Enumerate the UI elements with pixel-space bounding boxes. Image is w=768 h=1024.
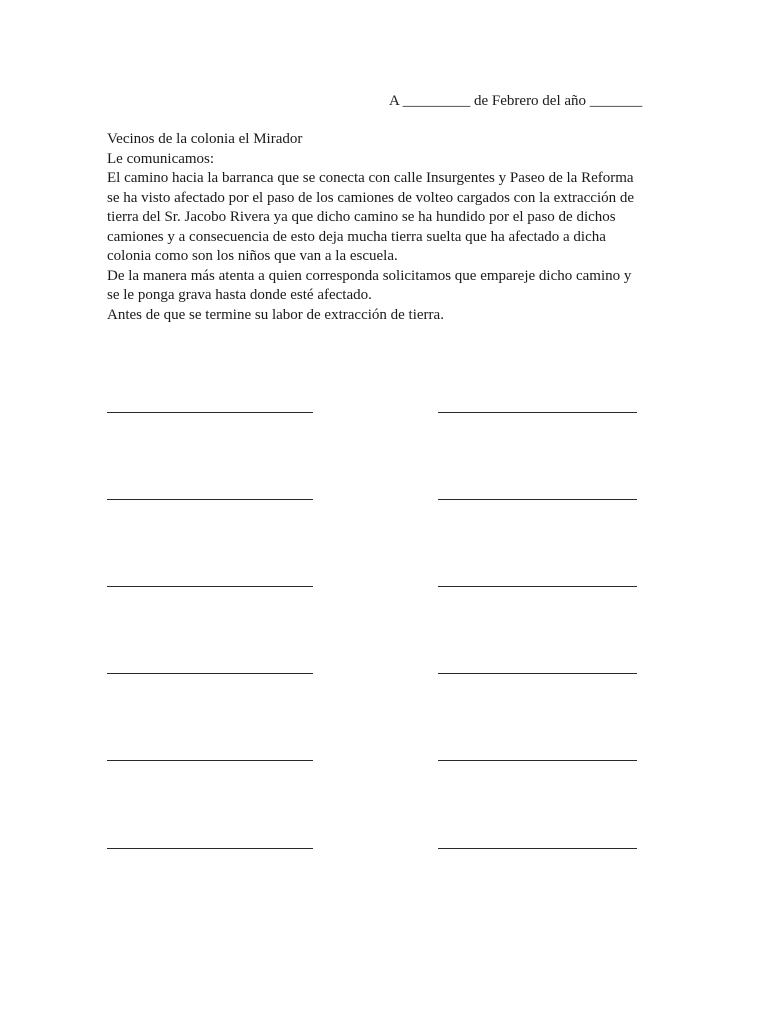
signature-line bbox=[107, 499, 313, 500]
paragraph-request: De la manera más atenta a quien corresponda solicitamos que empareje dicho camino y se le ponga grava hasta donde esté afectado. bbox=[107, 267, 632, 303]
letter-body bbox=[107, 130, 647, 325]
signature-row bbox=[107, 499, 637, 501]
signature-line bbox=[107, 673, 313, 674]
signature-row bbox=[107, 673, 637, 675]
signature-line bbox=[438, 760, 637, 761]
signature-row bbox=[107, 848, 637, 850]
date-line: A _________ de Febrero del año _______ bbox=[389, 93, 643, 109]
signature-line bbox=[438, 848, 637, 849]
signature-row bbox=[107, 586, 637, 588]
signature-line bbox=[438, 586, 637, 587]
paragraph-complaint: El camino hacia la barranca que se conecta con calle Insurgentes y Paseo de la Reforma se ha visto afectado por el paso de los camiones de volteo cargados con la extracción de tierra del Sr. Jacobo Rivera ya que dicho camino se ha hundido por el paso de dichos camiones y a consecuencia de esto deja mucha tierra suelta que ha afectado a dicha colonia como son los niños que van a la escuela. bbox=[107, 170, 635, 264]
signature-row bbox=[107, 760, 637, 762]
signature-line bbox=[438, 499, 637, 500]
signature-line bbox=[438, 412, 637, 413]
recipient-line: Vecinos de la colonia el Mirador bbox=[107, 131, 303, 147]
signature-row bbox=[107, 412, 637, 414]
greeting-line: Le comunicamos: bbox=[107, 150, 215, 167]
signature-line bbox=[107, 586, 313, 587]
signature-line bbox=[107, 760, 313, 761]
signature-line bbox=[107, 848, 313, 849]
signature-line bbox=[438, 673, 637, 674]
signature-line bbox=[107, 412, 313, 413]
paragraph-deadline: Antes de que se termine su labor de extracción de tierra. bbox=[107, 306, 444, 323]
